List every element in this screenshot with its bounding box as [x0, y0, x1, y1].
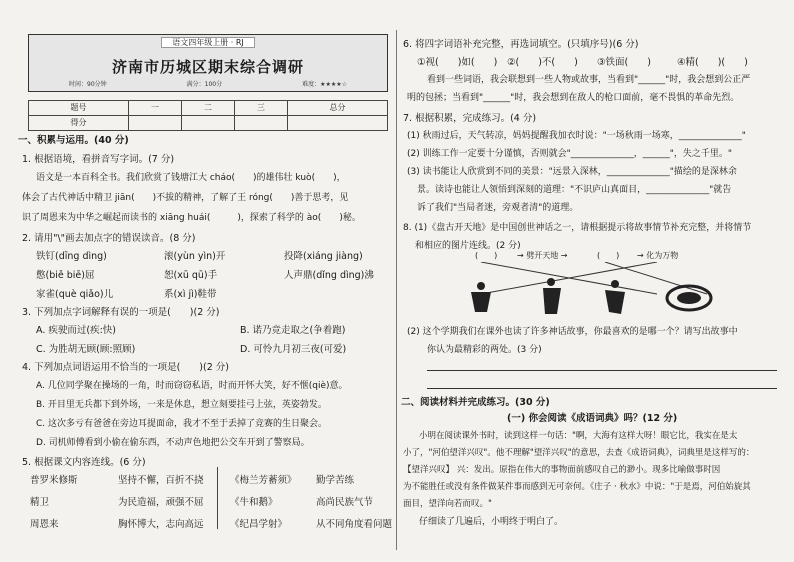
- score-header-cell: 二: [182, 101, 235, 116]
- q3-option-c[interactable]: C. 为胜胡无顾(顾:照顾): [36, 344, 136, 355]
- answer-line[interactable]: [427, 388, 777, 389]
- q1-line-1: 语文是一本百科全书。我们欣赏了钱塘江大 cháo( )的雄伟壮 kuò( )，: [36, 173, 346, 183]
- q2-item: 憋(biě biē)屈: [36, 270, 95, 281]
- q7-item-1[interactable]: (1) 秋雨过后，天气转凉，妈妈提醒我加衣时说："一场秋雨一场寒，______________": [407, 131, 746, 141]
- q4-option-b[interactable]: B. 开目里无兵都下到外场，一来是休息，想立刻要挂弓上弦，英姿勃发。: [36, 400, 327, 410]
- q6-line-1: 看到一些词语，我会联想到一些人物或故事，当看到"______"时，我会想到公正严: [427, 75, 751, 85]
- q8-pictures: [457, 262, 737, 322]
- passage-line: 面目，望洋向若而叹。": [403, 499, 492, 509]
- score-cell[interactable]: [129, 116, 182, 131]
- q2-prompt: 2. 请用"\"画去加点字的错误读音。(8 分): [22, 233, 196, 244]
- score-label-cell: 得分: [29, 116, 129, 131]
- q5-theme[interactable]: 从不同角度看问题: [316, 519, 393, 530]
- q6-option[interactable]: ②( )不( ): [507, 57, 578, 68]
- score-cell[interactable]: [287, 116, 387, 131]
- chaos-egg-icon[interactable]: [667, 286, 711, 310]
- q5-separator: [217, 467, 218, 529]
- meta-time: 时间：90分钟: [69, 81, 107, 88]
- section-2-heading: 二、阅读材料并完成练习。(30 分): [401, 397, 550, 408]
- score-cell[interactable]: [182, 116, 235, 131]
- q2-item: 系(xì jì)鞋带: [164, 289, 217, 300]
- exam-header: [28, 34, 388, 92]
- pangu-figure-1-icon[interactable]: [471, 282, 491, 312]
- q4-option-d[interactable]: D. 司机师傅看到小偷在偷东西，不动声色地把公交车开到了警察局。: [36, 438, 310, 448]
- q5-trait[interactable]: 胸怀博大，志向高远: [118, 519, 204, 530]
- right-column: [397, 0, 794, 562]
- q3-option-d[interactable]: D. 可怜九月初三夜(可爱): [240, 344, 347, 355]
- q7-prompt: 7. 根据积累，完成练习。(4 分): [403, 113, 537, 124]
- score-header-cell: 一: [129, 101, 182, 116]
- q3-prompt: 3. 下列加点字词解释有误的一项是( )(2 分): [22, 307, 220, 318]
- section-1-heading: 一、积累与运用。(40 分): [18, 135, 129, 146]
- q2-item: 投降(xiáng jiàng): [284, 251, 363, 262]
- score-cell[interactable]: [234, 116, 287, 131]
- q6-option[interactable]: ③铁面( ): [597, 57, 651, 68]
- meta-score: 满分：100分: [186, 81, 223, 88]
- q1-prompt: 1. 根据语境，看拼音写字词。(7 分): [22, 154, 175, 165]
- passage-line: 小了，"河伯望洋兴叹"。他不理解"望洋兴叹"的意思，去查《成语词典》，词典里是这样写的：: [403, 448, 755, 458]
- q5-person[interactable]: 周恩来: [30, 519, 59, 530]
- q2-item: 人声鼎(dǐng dìng)沸: [284, 270, 374, 281]
- q5-text[interactable]: 《牛和鹅》: [230, 497, 278, 508]
- passage-line: 仔细读了几遍后，小明终于明白了。: [419, 517, 564, 527]
- q7-item-3c: 诉了我们"当局者迷，旁观者清"的道理。: [417, 203, 579, 213]
- match-line[interactable]: [605, 262, 707, 294]
- q8-blank-1[interactable]: ( ): [475, 251, 498, 260]
- passage-line: 为不能胜任或没有条件做某件事而感到无可奈何。《庄子 · 秋水》中说："于是焉，河伯始旋其: [403, 482, 751, 492]
- score-header-cell: 总分: [287, 101, 387, 116]
- q5-prompt: 5. 根据课文内容连线。(6 分): [22, 457, 146, 468]
- q8-2-prompt: (2) 这个学期我们在课外也读了许多神话故事，你最喜欢的是哪一个？请写出故事中: [407, 327, 738, 337]
- q7-item-2[interactable]: (2) 训练工作一定要十分谨慎，否则就会"______________，______"，失之千里。": [407, 149, 733, 159]
- score-table: [28, 100, 388, 131]
- exam-meta: [29, 81, 387, 90]
- q2-item: 恕(xū qū)手: [164, 270, 218, 281]
- q5-theme[interactable]: 勤学苦练: [316, 475, 355, 486]
- answer-line[interactable]: [427, 370, 777, 371]
- q3-option-a[interactable]: A. 疾驶而过(疾:快): [36, 325, 116, 336]
- passage-line: 小明在阅读课外书时，读到这样一句话："啊，大海有这样大呀！眼它比，我实在是太: [419, 431, 738, 441]
- q6-option[interactable]: ①视( )如( ): [417, 57, 498, 68]
- q4-prompt: 4. 下列加点词语运用不恰当的一项是( )(2 分): [22, 362, 229, 373]
- q7-item-3b[interactable]: 景。读诗也能让人领悟到深刻的道理："不识庐山真面目，______________"就告: [417, 185, 732, 195]
- q4-option-a[interactable]: A. 几位同学聚在操场的一角，时而窃窃私语，时而开怀大笑，好不惬(qiè)意。: [36, 381, 348, 391]
- section-2-subheading: (一) 你会阅读《成语词典》吗？(12 分): [507, 413, 678, 424]
- q8-step-split: → 劈开天地 →: [517, 251, 568, 260]
- q6-line-2: 明的包拯；当看到"______"时，我会想到在敌人的枪口面前，毫不畏惧的革命先烈。: [407, 93, 740, 103]
- q8-prompt-b: 和相应的图片连线。(2 分): [415, 241, 521, 251]
- q2-item: 滚(yùn yìn)开: [164, 251, 226, 262]
- q1-line-2: 体会了古代神话中精卫 jiān( )不拔的精神，了解了王 róng( )善于思考，见: [22, 193, 349, 203]
- q4-option-c[interactable]: C. 这次多亏有爸爸在旁边耳提面命，我才不至于丢掉了竞赛的生日聚会。: [36, 419, 328, 429]
- q3-option-b[interactable]: B. 诺乃竞走取之(争着跑): [240, 325, 346, 336]
- passage-line: 【望洋兴叹】 兴：发出。原指在伟大的事物面前感叹自己的渺小。现多比喻做事时因: [403, 465, 721, 475]
- score-header-cell: 题号: [29, 101, 129, 116]
- q6-prompt: 6. 将四字词语补充完整，再选词填空。(只填序号)(6 分): [403, 39, 639, 50]
- q7-item-3[interactable]: (3) 读书能让人欣赏到不同的美景："远景入深林，______________"描绘的是深林余: [407, 167, 737, 177]
- q8-prompt: 8. (1)《盘古开天地》是中国创世神话之一，请根据提示将故事情节补充完整，并将情节: [403, 223, 752, 233]
- q6-option[interactable]: ④精( )( ): [677, 57, 748, 68]
- q5-person[interactable]: 精卫: [30, 497, 50, 508]
- q2-item: 家雀(què qiǎo)儿: [36, 289, 114, 300]
- score-header-cell: 三: [234, 101, 287, 116]
- q8-step-become: → 化为万物: [637, 251, 679, 260]
- q5-trait[interactable]: 坚持不懈，百折不挠: [118, 475, 204, 486]
- pangu-figure-2-icon[interactable]: [543, 278, 561, 314]
- q8-blank-2[interactable]: ( ): [597, 251, 620, 260]
- exam-title: 济南市历城区期末综合调研: [111, 58, 304, 76]
- subject-tag: 语文四年级上册 · RJ: [29, 37, 387, 49]
- q5-text[interactable]: 《纪昌学射》: [230, 519, 288, 530]
- q5-person[interactable]: 普罗米修斯: [30, 475, 78, 486]
- q5-theme[interactable]: 高尚民族气节: [316, 497, 374, 508]
- q5-text[interactable]: 《梅兰芳蓄须》: [230, 475, 297, 486]
- q8-2-prompt-b: 你认为最精彩的两处。(3 分): [427, 345, 542, 355]
- q2-item: 铁钉(dīng dìng): [36, 251, 107, 262]
- meta-difficulty: 难度：★★★★☆: [302, 81, 347, 88]
- q1-line-3: 识了周恩来为中华之崛起而读书的 xiāng huái( )，探索了科学的 ào( )秘。: [22, 213, 361, 223]
- q5-trait[interactable]: 为民造福，顽强不屈: [118, 497, 204, 508]
